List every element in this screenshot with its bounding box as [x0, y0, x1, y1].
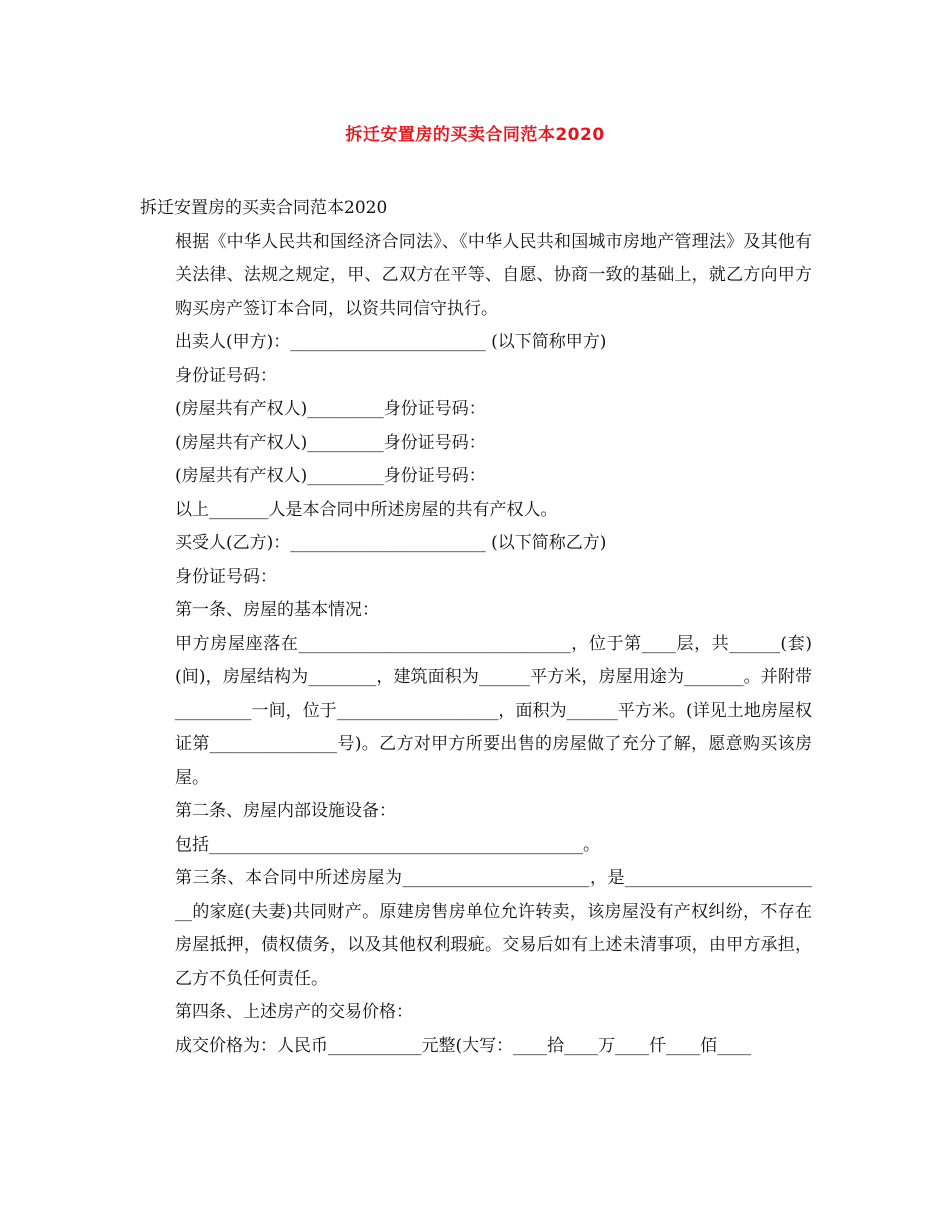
co-owner-line: (房屋共有产权人)_________身份证号码： — [175, 466, 486, 486]
document-body — [140, 192, 812, 1063]
seller-line: 出卖人(甲方)：_______________________ (以下简称甲方) — [175, 332, 607, 352]
co-owner-line: (房屋共有产权人)_________身份证号码： — [175, 399, 486, 419]
buyer-line: 买受人(乙方)：_______________________ (以下简称乙方) — [175, 533, 607, 553]
preamble-paragraph: 根据《中华人民共和国经济合同法》、《中华人民共和国城市房地产管理法》及其他有关法律、法规之规定，甲、乙双方在平等、自愿、协商一致的基础上，就乙方向甲方购买房产签订本合同，以资共同信守执行。 — [175, 231, 812, 319]
article-4-heading: 第四条、上述房产的交易价格： — [175, 1002, 413, 1022]
article-2-heading: 第二条、房屋内部设施设备： — [175, 801, 396, 821]
subtitle-paragraph: 拆迁安置房的买卖合同范本2020 — [140, 198, 388, 218]
article-1-body: 甲方房屋座落在________________________________，位于第____层，共______(套)(间)，房屋结构为________，建筑面积为______平方米，房屋用途为_______。并附带_________一间，位于___________________，面积为______平方米。(详见土地房屋权证第_______________号)。乙方对甲方所要出售的房屋做了充分了解，愿意购买该房屋。 — [175, 633, 812, 788]
document-title: 拆迁安置房的买卖合同范本2020 — [345, 125, 605, 145]
seller-id-line: 身份证号码： — [175, 365, 277, 386]
article-1-heading: 第一条、房屋的基本情况： — [175, 600, 379, 620]
article-3-body: 第三条、本合同中所述房屋为______________________，是________________________的家庭(夫妻)共同财产。原建房售房单位允许转卖，该房屋没有产权纠纷，不存在房屋抵押，债权债务，以及其他权利瑕疵。交易后如有上述未清事项，由甲方承担，乙方不负任何责任。 — [175, 868, 812, 989]
co-owner-line: (房屋共有产权人)_________身份证号码： — [175, 432, 486, 453]
article-4-price-line: 成交价格为：人民币___________元整(大写：____拾____万____仟____佰____ — [175, 1035, 752, 1056]
buyer-id-line: 身份证号码： — [175, 566, 277, 587]
article-2-body: 包括____________________________________________。 — [175, 834, 600, 855]
co-owner-count-line: 以上_______人是本合同中所述房屋的共有产权人。 — [175, 499, 558, 520]
